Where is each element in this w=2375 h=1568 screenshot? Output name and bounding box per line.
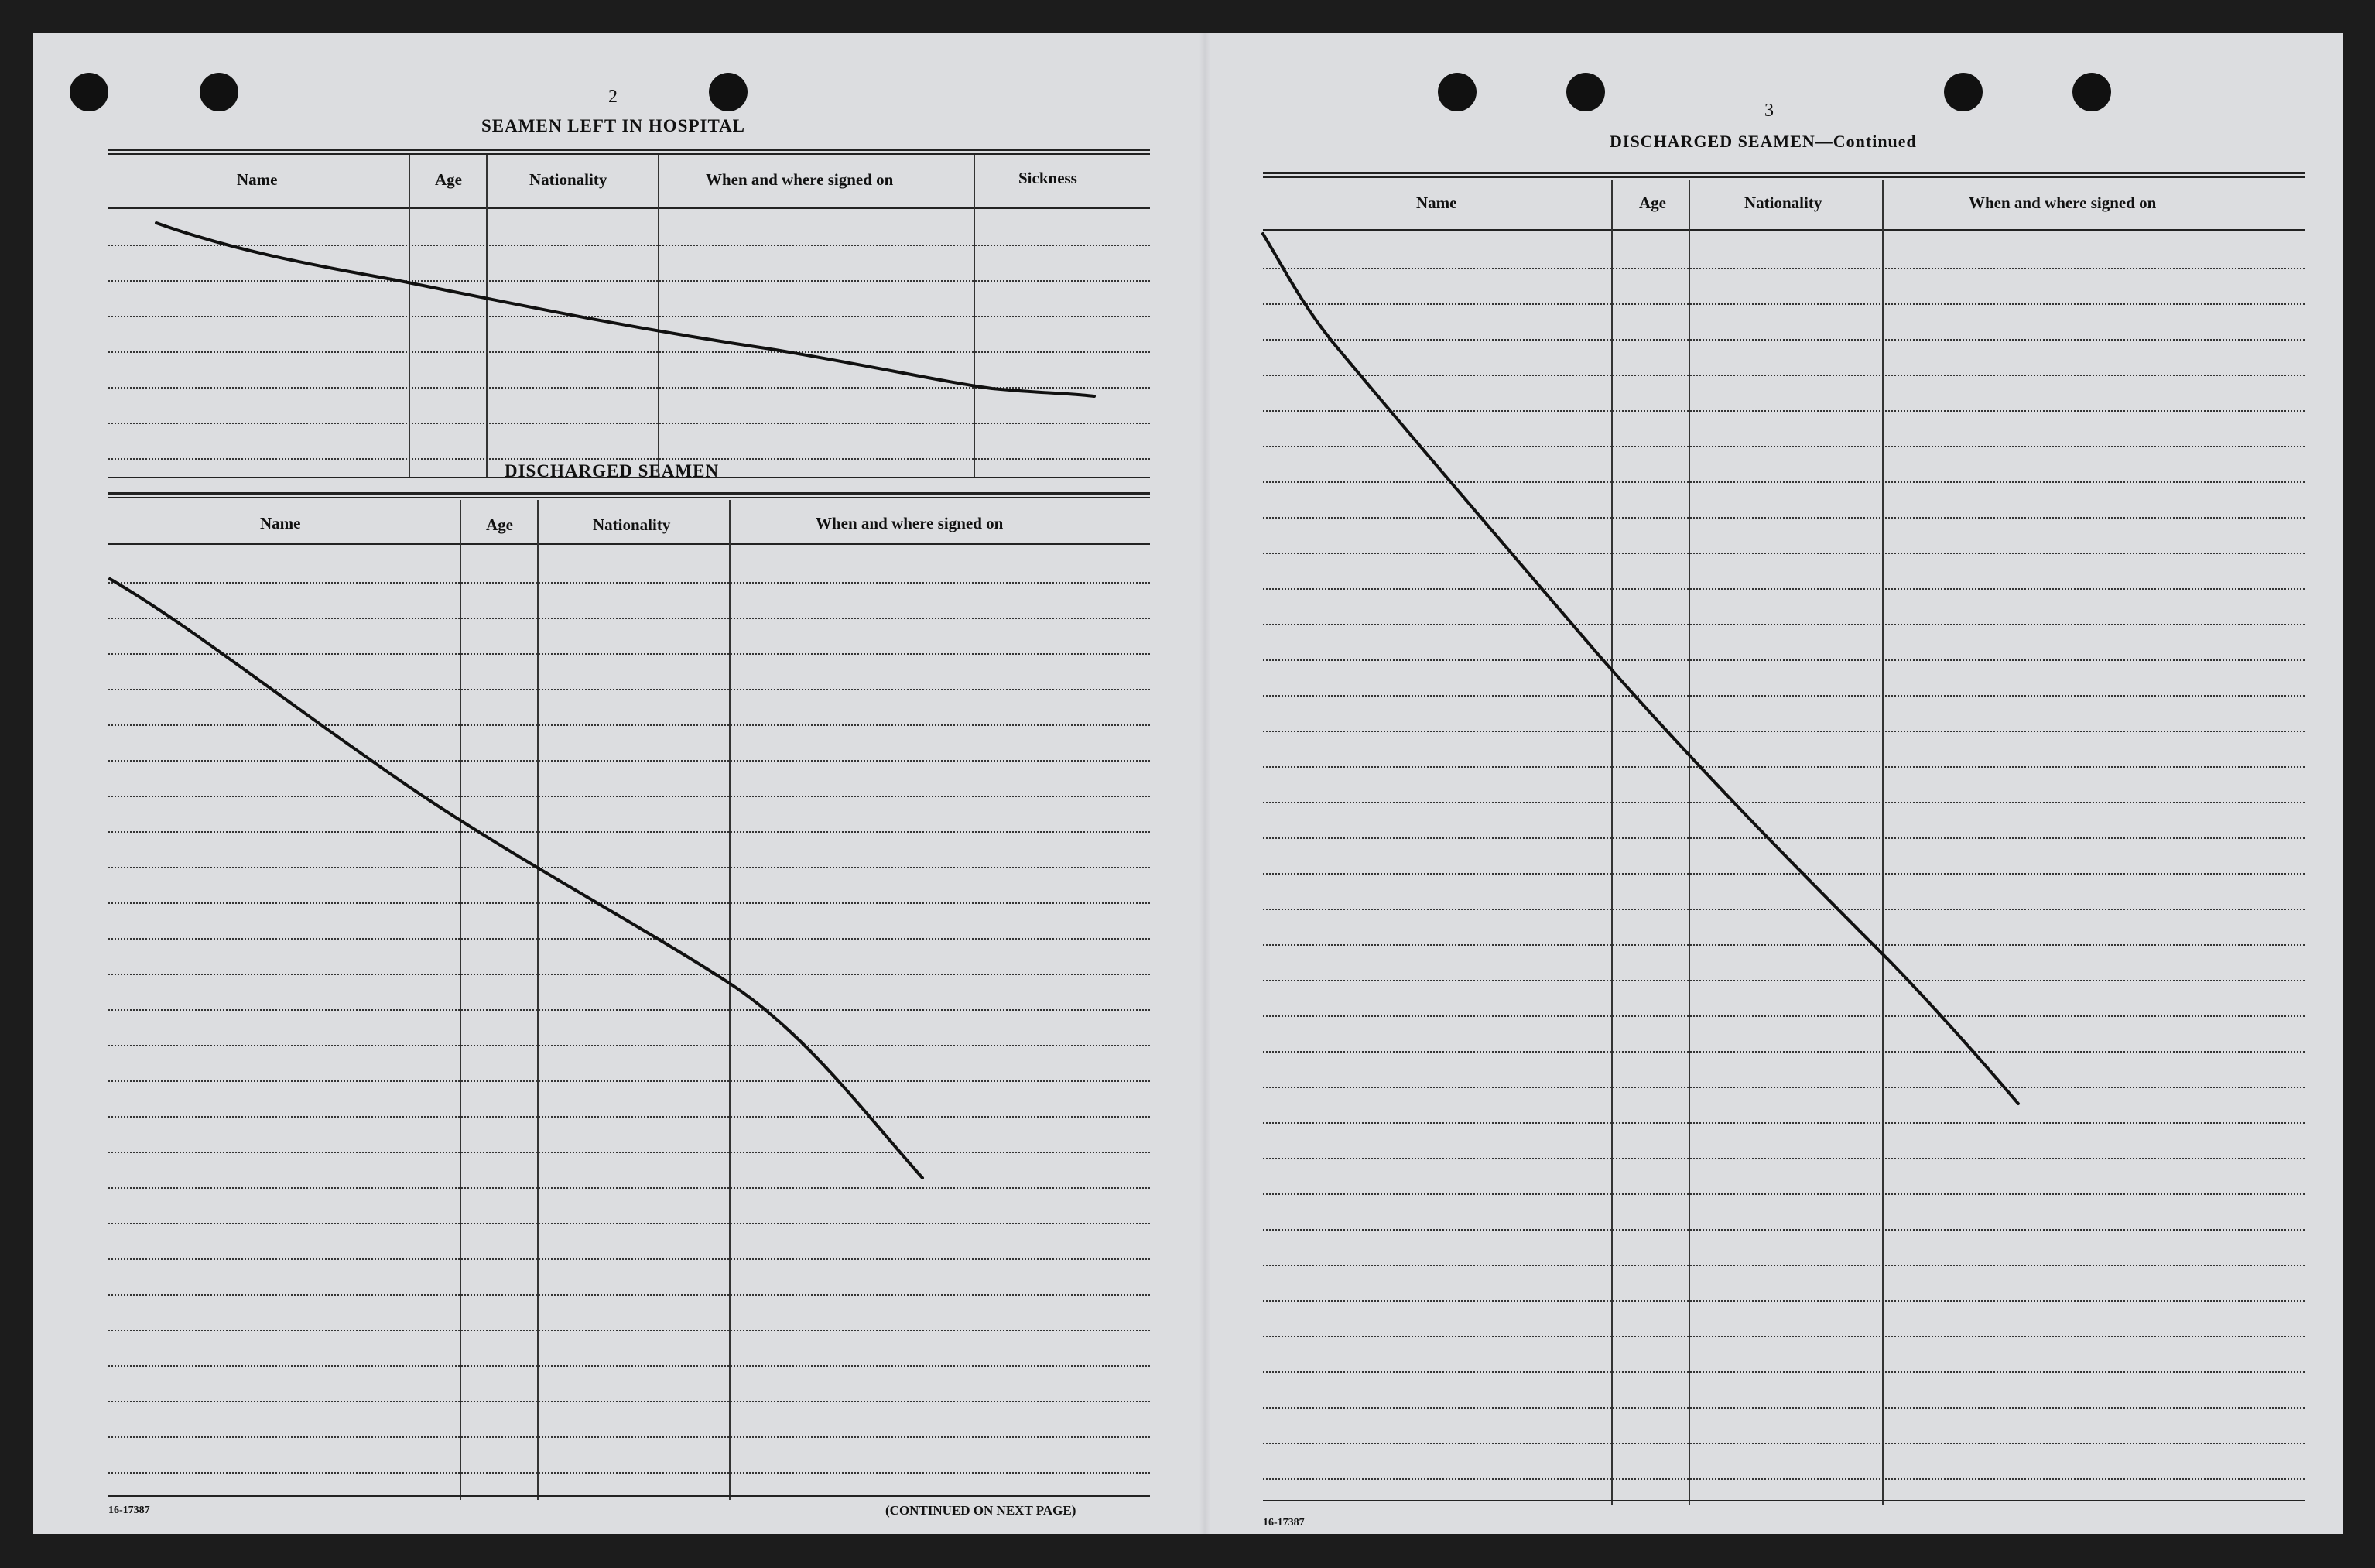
column-header-nationality: Nationality [593, 515, 671, 534]
column-header-age: Age [435, 170, 462, 189]
continued-note: (CONTINUED ON NEXT PAGE) [885, 1503, 1076, 1518]
column-header-signed-on: When and where signed on [1969, 193, 2157, 212]
document-sheet [33, 33, 2343, 1534]
column-header-sickness: Sickness [1018, 169, 1077, 187]
form-number: 16-17387 [108, 1505, 150, 1516]
column-header-name: Name [1416, 193, 1457, 212]
strike-lines [33, 33, 2343, 1534]
column-header-age: Age [486, 515, 513, 534]
section-title: DISCHARGED SEAMEN [505, 461, 720, 481]
strike-line-discharged-continued [1263, 234, 2018, 1104]
column-header-signed-on: When and where signed on [706, 170, 894, 189]
column-header-name: Name [260, 514, 301, 532]
column-header-signed-on: When and where signed on [816, 514, 1004, 532]
strike-line-discharged [110, 579, 922, 1178]
strike-line-hospital [156, 223, 1094, 396]
page-number: 3 [1764, 101, 1774, 121]
section-title: DISCHARGED SEAMEN—Continued [1610, 132, 1917, 151]
column-header-name: Name [237, 170, 278, 189]
section-title: SEAMEN LEFT IN HOSPITAL [481, 116, 746, 135]
form-number: 16-17387 [1263, 1517, 1305, 1529]
column-header-age: Age [1639, 193, 1666, 212]
column-header-nationality: Nationality [1744, 193, 1822, 212]
column-header-nationality: Nationality [529, 170, 607, 189]
page-number: 2 [608, 87, 618, 107]
